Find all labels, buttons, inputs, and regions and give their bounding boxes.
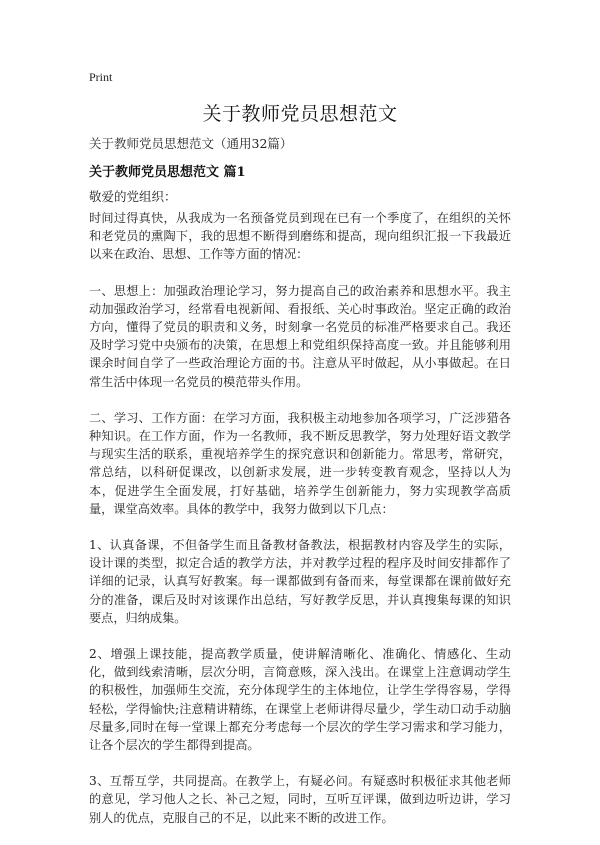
paragraph-thought: 一、思想上：加强政治理论学习，努力提高自己的政治素养和思想水平。我主动加强政治学习，经常看电视新闻、看报纸、关心时事政治。坚定正确的政治方向，懂得了党员的职责和义务，时刻拿一名党员的标准严格要求自己。我还及时学习党中央颁布的决策，在思想上和党组织保持高度一致。并且能够利用课余时间自学了一些政治理论方面的书。注意从平时做起，从小事做起。在日常生活中体现一名党员的模范带头作用。: [89, 283, 511, 389]
document-body: [89, 209, 511, 845]
paragraph-point-1: 1、认真备课，不但备学生而且备教材备教法，根据教材内容及学生的实际，设计课的类型，拟定合适的教学方法，并对教学过程的程序及时间安排都作了详细的记录，认真写好教案。每一课都做到有备而来，每堂课都在课前做好充分的准备，课后及时对该课作出总结，写好教学反思，并认真搜集每课的知识要点，归纳成集。: [89, 538, 511, 625]
salutation: 敬爱的党组织：: [89, 189, 177, 204]
paragraph-study-work: 二、学习、工作方面：在学习方面，我积极主动地参加各项学习，广泛涉猎各种知识。在工作方面，作为一名教师，我不断反思教学，努力处理好语文教学与现实生活的联系，重视培养学生的探究意识和创新能力。常思考，常研究，常总结，以科研促课改，以创新求发展，进一步转变教育观念，坚持以人为本，促进学生全面发展，打好基础，培养学生创新能力，努力实现教学高质量，课堂高效率。具体的教学中，我努力做到以下几点：: [89, 410, 511, 516]
section-heading: 关于教师党员思想范文 篇1: [89, 165, 246, 180]
paragraph-point-3: 3、互帮互学，共同提高。在教学上，有疑必问。有疑惑时积极征求其他老师的意见，学习他人之长、补己之短，同时，互听互评课，做到边听边讲，学习别人的优点，克服自己的不足，以此来不断的改进工作。: [89, 774, 511, 825]
print-label: Print: [89, 70, 113, 84]
document-title: 关于教师党员思想范文: [202, 103, 398, 125]
paragraph-intro: 时间过得真快，从我成为一名预备党员到现在已有一个季度了，在组织的关怀和老党员的熏陶下，我的思想不断得到磨练和提高，现向组织汇报一下我最近以来在政治、思想、工作等方面的情况：: [89, 211, 511, 262]
document-subtitle: 关于教师党员思想范文（通用32篇）: [89, 136, 293, 151]
paragraph-point-2: 2、增强上课技能，提高教学质量，使讲解清晰化、准确化、情感化、生动化，做到线索清晰，层次分明，言简意赅，深入浅出。在课堂上注意调动学生的积极性，加强师生交流，充分体现学生的主体地位，让学生学得容易，学得轻松，学得愉快;注意精讲精练，在课堂上老师讲得尽量少，学生动口动手动脑尽量多,同时在每一堂课上都充分考虑每一个层次的学生学习需求和学习能力，让各个层次的学生都得到提高。: [89, 647, 511, 753]
